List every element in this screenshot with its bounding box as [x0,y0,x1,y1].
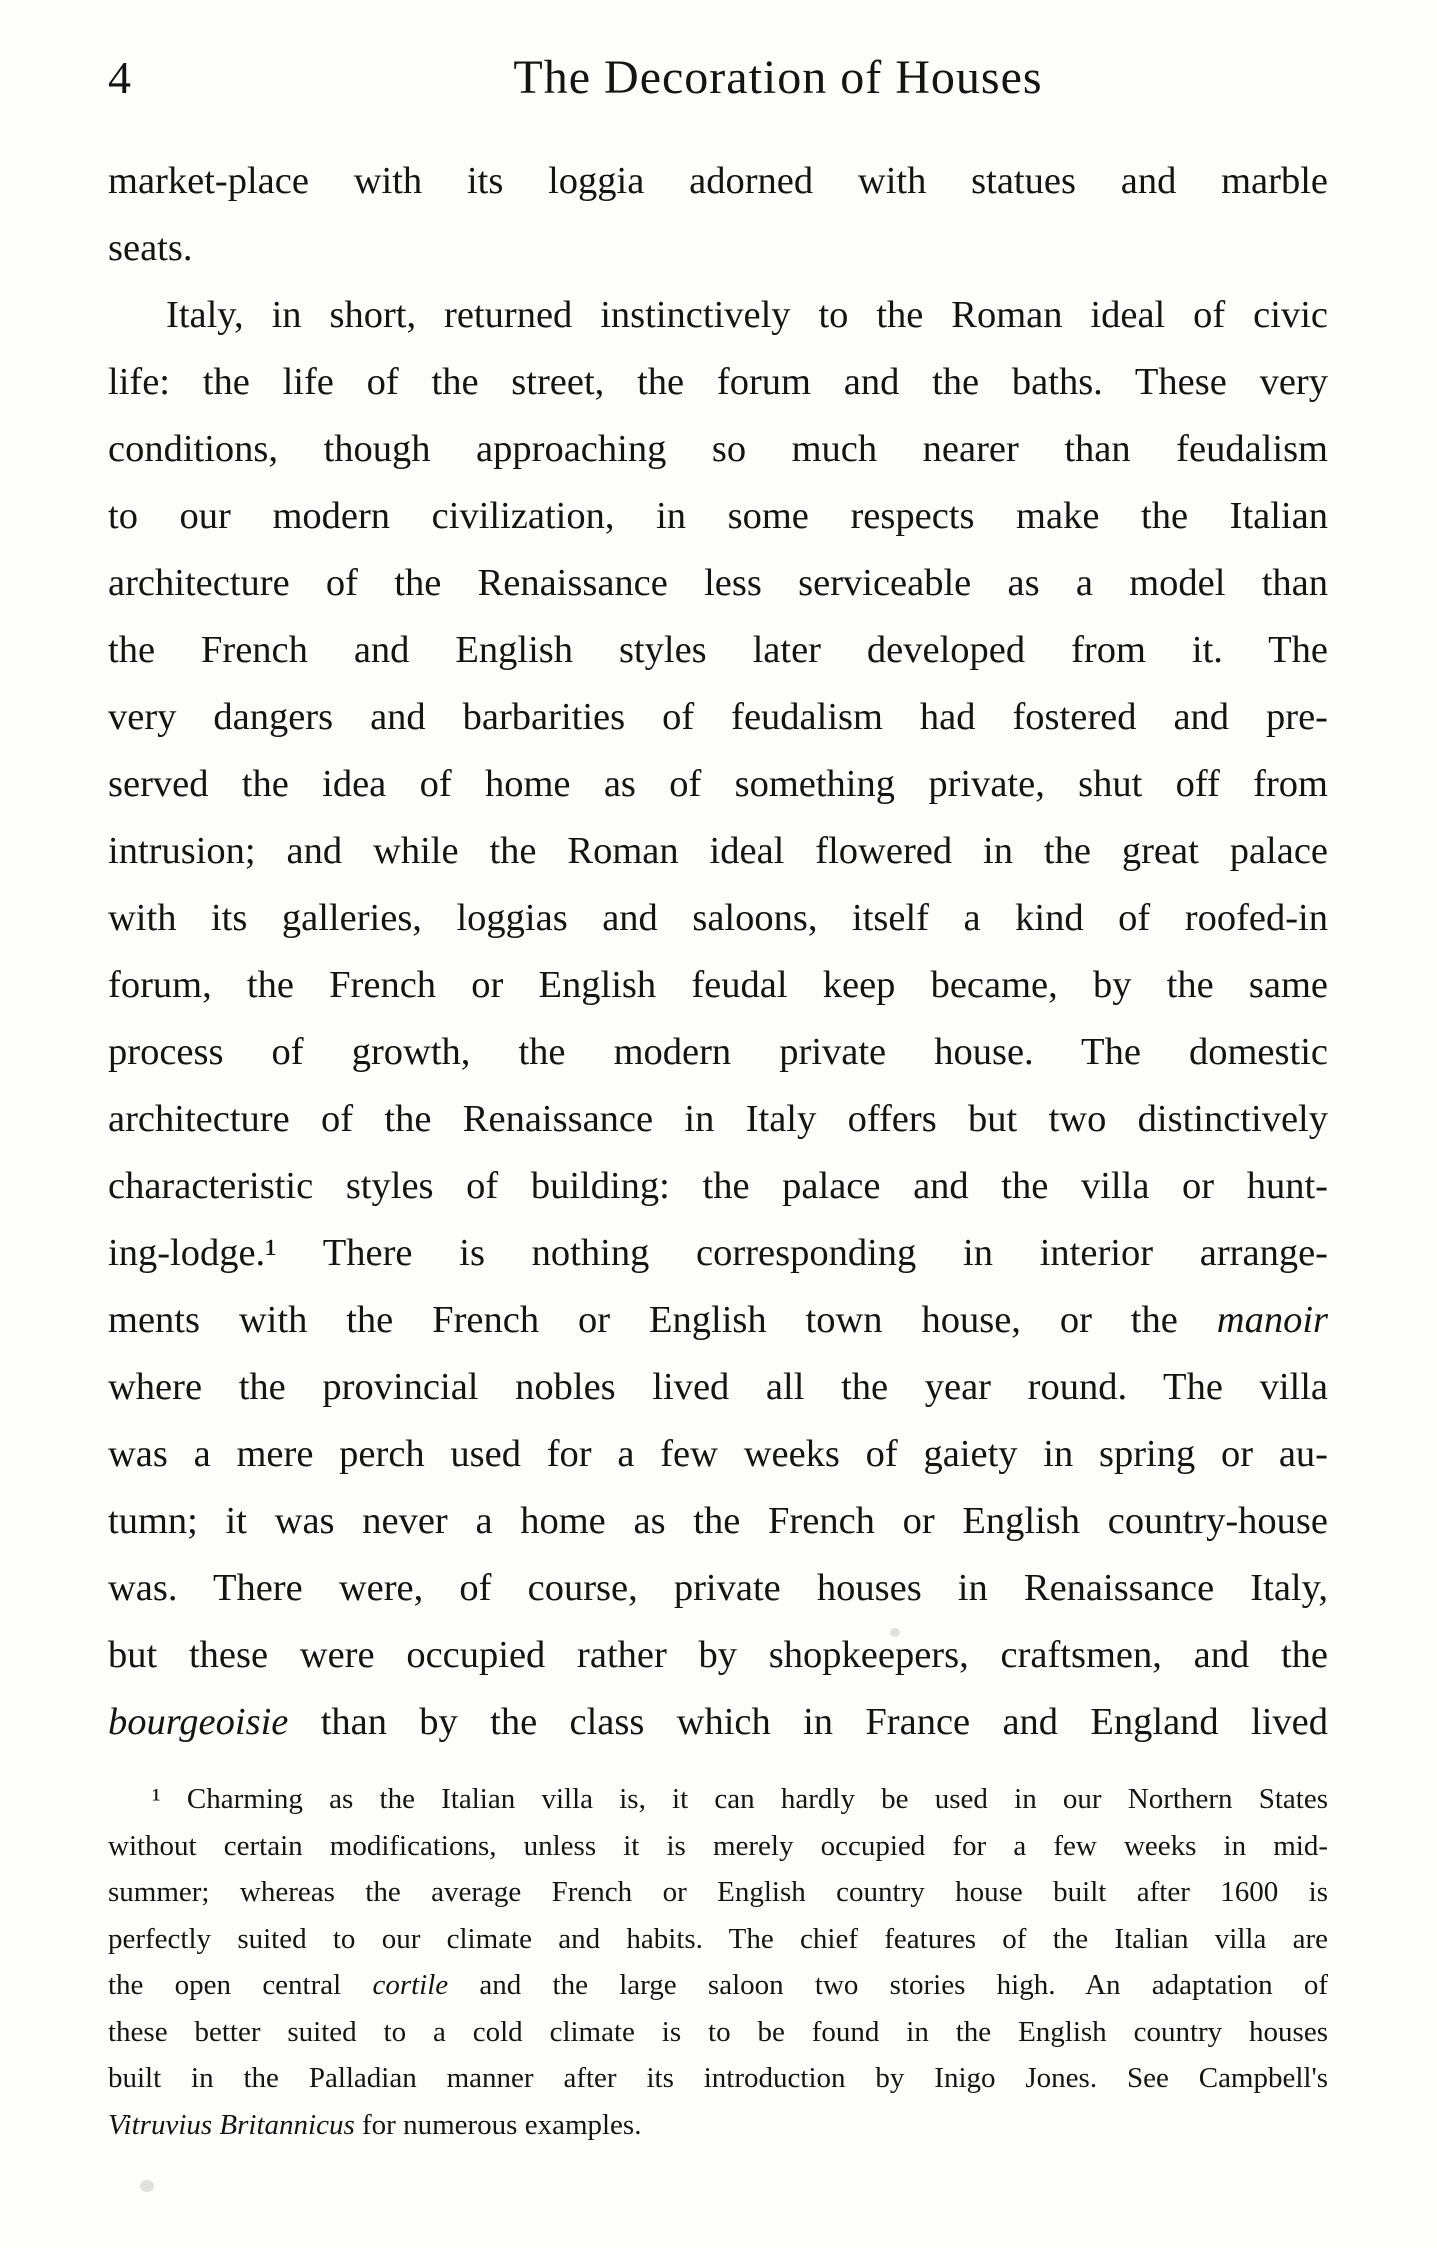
footnote-line: ¹ Charming as the Italian villa is, it can hardly be used in our Northern States [152,1783,1328,1815]
body-line: intrusion; and while the Roman ideal flowered in the great palace [108,830,1328,872]
body-line: the French and English styles later developed from it. The [108,629,1328,671]
body-line: but these were occupied rather by shopkeepers, craftsmen, and the [108,1634,1328,1676]
footnote-line [108,1962,1328,2009]
italic-term: bourgeoisie [108,1701,289,1743]
body-text [108,148,1328,1756]
footnote-line-text: and the large saloon two stories high. An adaptation of [448,1969,1328,2001]
body-line: where the provincial nobles lived all the year round. The villa [108,1366,1328,1408]
body-line: tumn; it was never a home as the French or English country-house [108,1500,1328,1542]
italic-term: cortile [372,1969,449,2001]
body-line [108,1287,1328,1354]
footnote [108,1776,1328,2148]
italic-term: manoir [1216,1299,1328,1341]
body-line: ing-lodge.¹ There is nothing corresponding in interior arrange- [108,1232,1328,1274]
body-line: was. There were, of course, private houses in Renaissance Italy, [108,1567,1328,1609]
body-line: to our modern civilization, in some respects make the Italian [108,495,1328,537]
running-title: The Decoration of Houses [513,51,1043,104]
footnote-line: these better suited to a cold climate is to be found in the English country houses [108,2015,1328,2048]
body-line: architecture of the Renaissance in Italy offers but two distinctively [108,1098,1328,1140]
footnote-line-text: for numerous examples. [354,2108,642,2141]
body-line-text: than by the class which in France and England lived [288,1701,1328,1743]
body-line: very dangers and barbarities of feudalism had fostered and pre- [108,696,1328,738]
body-line: forum, the French or English feudal keep became, by the same [108,964,1328,1006]
body-line: conditions, though approaching so much nearer than feudalism [108,428,1328,470]
body-line: with its galleries, loggias and saloons, itself a kind of roofed-in [108,897,1328,939]
footnote-line: perfectly suited to our climate and habits. The chief features of the Italian villa are [108,1922,1328,1955]
body-line: process of growth, the modern private house. The domestic [108,1031,1328,1073]
footnote-line: built in the Palladian manner after its introduction by Inigo Jones. See Campbell's [108,2062,1328,2094]
page-header [108,48,1328,108]
footnote-line-text: the open central [108,1969,373,2001]
footnote-line: without certain modifications, unless it is merely occupied for a few weeks in mid- [108,1829,1328,1862]
body-line: architecture of the Renaissance less serviceable as a model than [108,562,1328,604]
body-line: Italy, in short, returned instinctively to the Roman ideal of civic [166,294,1328,336]
body-line-text: ments with the French or English town house, or the [108,1299,1217,1341]
body-line: market-place with its loggia adorned with statues and marble [108,160,1328,202]
page-number: 4 [108,52,131,103]
italic-title: Vitruvius Britannicus [108,2108,355,2141]
body-line: characteristic styles of building: the palace and the villa or hunt- [108,1165,1328,1207]
body-line: life: the life of the street, the forum and the baths. These very [108,361,1328,403]
footnote-line: summer; whereas the average French or English country house built after 1600 is [108,1876,1328,1908]
body-line: seats. [108,227,193,269]
footnote-line [108,2102,1328,2149]
page-smudge [890,1628,900,1637]
body-line: was a mere perch used for a few weeks of gaiety in spring or au- [108,1433,1328,1475]
body-line: served the idea of home as of something private, shut off from [108,763,1328,805]
page-smudge [140,2180,154,2192]
body-line [108,1689,1328,1756]
